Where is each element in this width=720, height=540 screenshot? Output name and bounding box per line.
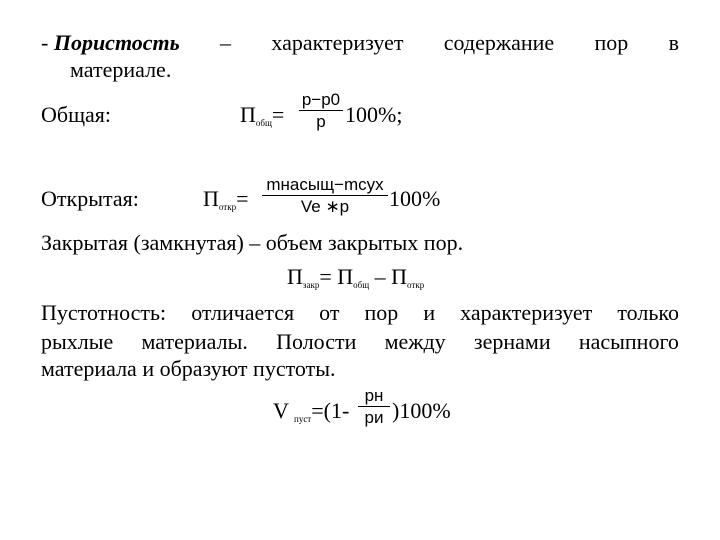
porosity-dash: – (220, 30, 232, 55)
voidness-prefix: =(1- (311, 398, 350, 423)
voidness-word: Пустотность: (41, 300, 167, 325)
voidness-word: Полости (276, 329, 357, 354)
voidness-word: зернами (473, 329, 551, 354)
porosity-word: пор (594, 30, 629, 55)
porosity-definition-line2: материале. (70, 57, 172, 82)
voidness-word: рыхлые (41, 329, 114, 354)
open-porosity-symbol (203, 186, 249, 212)
general-numerator: p−p0 (301, 90, 341, 109)
voidness-word: от (319, 300, 340, 325)
general-porosity-tail: 100%; (345, 102, 403, 127)
open-subscript: откр (218, 202, 237, 212)
voidness-word: насыпного (578, 329, 679, 354)
voidness-symbol: V (273, 398, 289, 423)
open-fraction-bar (262, 195, 388, 196)
voidness-denominator: pи (364, 408, 384, 427)
closed-porosity-formula (287, 264, 424, 290)
open-porosity-label: Открытая: (41, 186, 139, 211)
open-numerator: mнасыщ−mсух (266, 175, 384, 194)
voidness-formula-left (273, 398, 349, 424)
general-fraction-bar (299, 110, 343, 111)
general-porosity-fraction (299, 90, 343, 131)
voidness-word: характеризует (460, 300, 593, 325)
bullet-dash: - (41, 30, 49, 55)
porosity-word: в (668, 30, 679, 55)
general-subscript: общ (255, 118, 272, 128)
voidness-fraction-bar (358, 406, 390, 407)
voidness-formula-tail: )100% (392, 398, 451, 423)
porosity-symbol: П (391, 264, 408, 289)
porosity-symbol: П (337, 264, 354, 289)
porosity-bullet-group (41, 30, 180, 56)
general-porosity-symbol (240, 102, 284, 128)
open-equals: = (236, 186, 249, 211)
closed-minus: – (374, 264, 386, 289)
voidness-line1 (41, 300, 679, 326)
general-equals: = (271, 102, 285, 127)
voidness-word: отличается (191, 300, 295, 325)
voidness-word: между (384, 329, 446, 354)
porosity-symbol: П (203, 186, 219, 211)
open-subscript: откр (407, 280, 425, 290)
porosity-symbol: П (240, 102, 256, 127)
voidness-line3: материала и образуют пустоты. (41, 356, 336, 381)
voidness-word: и (423, 300, 436, 325)
voidness-word: материалы. (141, 329, 248, 354)
open-porosity-tail: 100% (389, 186, 441, 211)
closed-porosity-text: Закрытая (замкнутая) – объем закрытых пор. (41, 230, 464, 255)
open-porosity-fraction (262, 175, 388, 216)
voidness-fraction (358, 386, 390, 427)
general-porosity-label: Общая: (41, 102, 112, 127)
voidness-word: только (617, 300, 679, 325)
voidness-subscript: пуст (294, 414, 312, 424)
closed-subscript: закр (302, 280, 320, 290)
open-denominator: Ve ∗p (300, 197, 350, 216)
voidness-numerator: pн (364, 386, 384, 405)
general-subscript: общ (353, 280, 370, 290)
general-denominator: p (316, 112, 326, 131)
voidness-word: пор (364, 300, 399, 325)
porosity-word: содержание (443, 30, 555, 55)
voidness-line2 (41, 329, 679, 355)
porosity-symbol: П (287, 264, 303, 289)
porosity-word: характеризует (271, 30, 404, 55)
porosity-definition-line1 (41, 30, 679, 56)
porosity-term: Пористость (53, 30, 180, 55)
closed-equals: = (319, 264, 332, 289)
